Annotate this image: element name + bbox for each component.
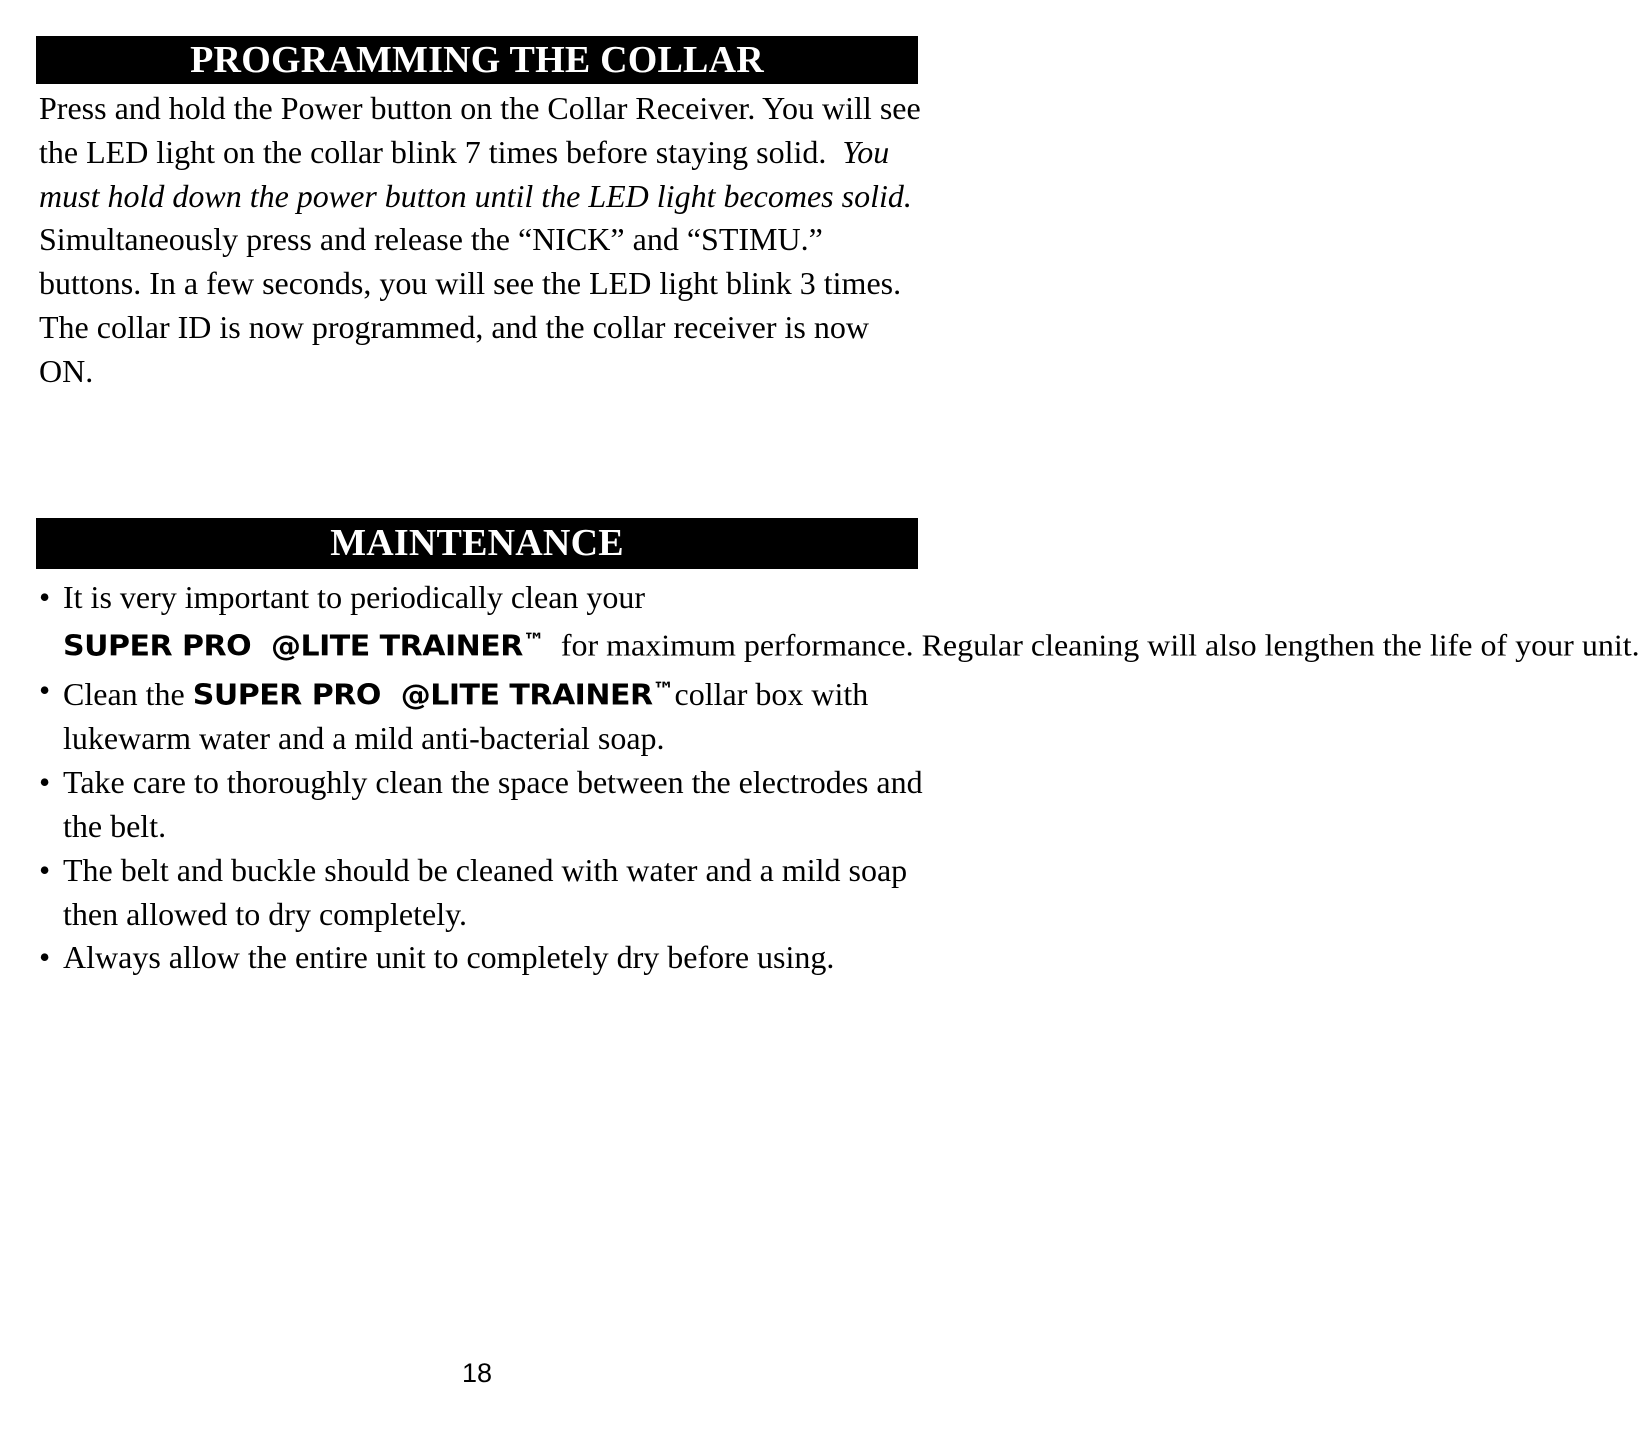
maintenance-heading: MAINTENANCE bbox=[36, 518, 918, 569]
page-number: 18 bbox=[461, 1358, 493, 1388]
bullet-symbol: • bbox=[39, 671, 51, 708]
list-item bbox=[39, 936, 923, 980]
e-logo-icon: @ bbox=[400, 678, 431, 712]
programming-text-1: Press and hold the Power button on the Collar Receiver. You will see the LED light on the collar blink 7 times before staying solid. bbox=[39, 90, 921, 170]
item-text: It is very important to periodically clean your bbox=[63, 579, 646, 615]
bullet-symbol: • bbox=[39, 851, 51, 888]
list-item bbox=[39, 576, 1640, 669]
item-text: collar box with lukewarm water and a mild anti-bacterial soap. bbox=[63, 675, 869, 757]
list-item bbox=[39, 849, 923, 937]
item-text: for maximum performance. Regular cleaning will also lengthen the life of your unit. bbox=[560, 627, 1640, 662]
item-text: The belt and buckle should be cleaned with water and a mild soap then allowed to dry completely. bbox=[63, 851, 908, 932]
brand-logo: SUPER PRO @LITE TRAINER™ for maximum performance. Regular cleaning will also lengthen the life of your unit. bbox=[63, 627, 1640, 663]
bullet-symbol: • bbox=[39, 764, 51, 801]
e-logo-icon: @ bbox=[270, 629, 301, 663]
item-text: Always allow the entire unit to completely dry before using. bbox=[63, 939, 835, 976]
bullet-symbol: • bbox=[39, 939, 51, 976]
programming-warning: You must hold down the power button until the LED light becomes solid. bbox=[39, 133, 912, 214]
maintenance-list bbox=[39, 576, 1640, 980]
list-item bbox=[39, 669, 923, 762]
bullet-symbol: • bbox=[39, 579, 51, 615]
item-text: Clean the bbox=[63, 675, 185, 712]
programming-heading: PROGRAMMING THE COLLAR bbox=[36, 36, 918, 84]
list-item bbox=[39, 761, 923, 849]
brand-logo: SUPER PRO @LITE TRAINER™ bbox=[192, 678, 675, 712]
programming-instructions bbox=[39, 87, 923, 394]
programming-text-2: Simultaneously press and release the “NICK” and “STIMU.” buttons. In a few seconds, you will see the LED light blink 3 times. The collar ID is now programmed, and the collar receiver is now ON. bbox=[39, 221, 902, 389]
item-text: Take care to thoroughly clean the space between the electrodes and the belt. bbox=[63, 764, 923, 844]
